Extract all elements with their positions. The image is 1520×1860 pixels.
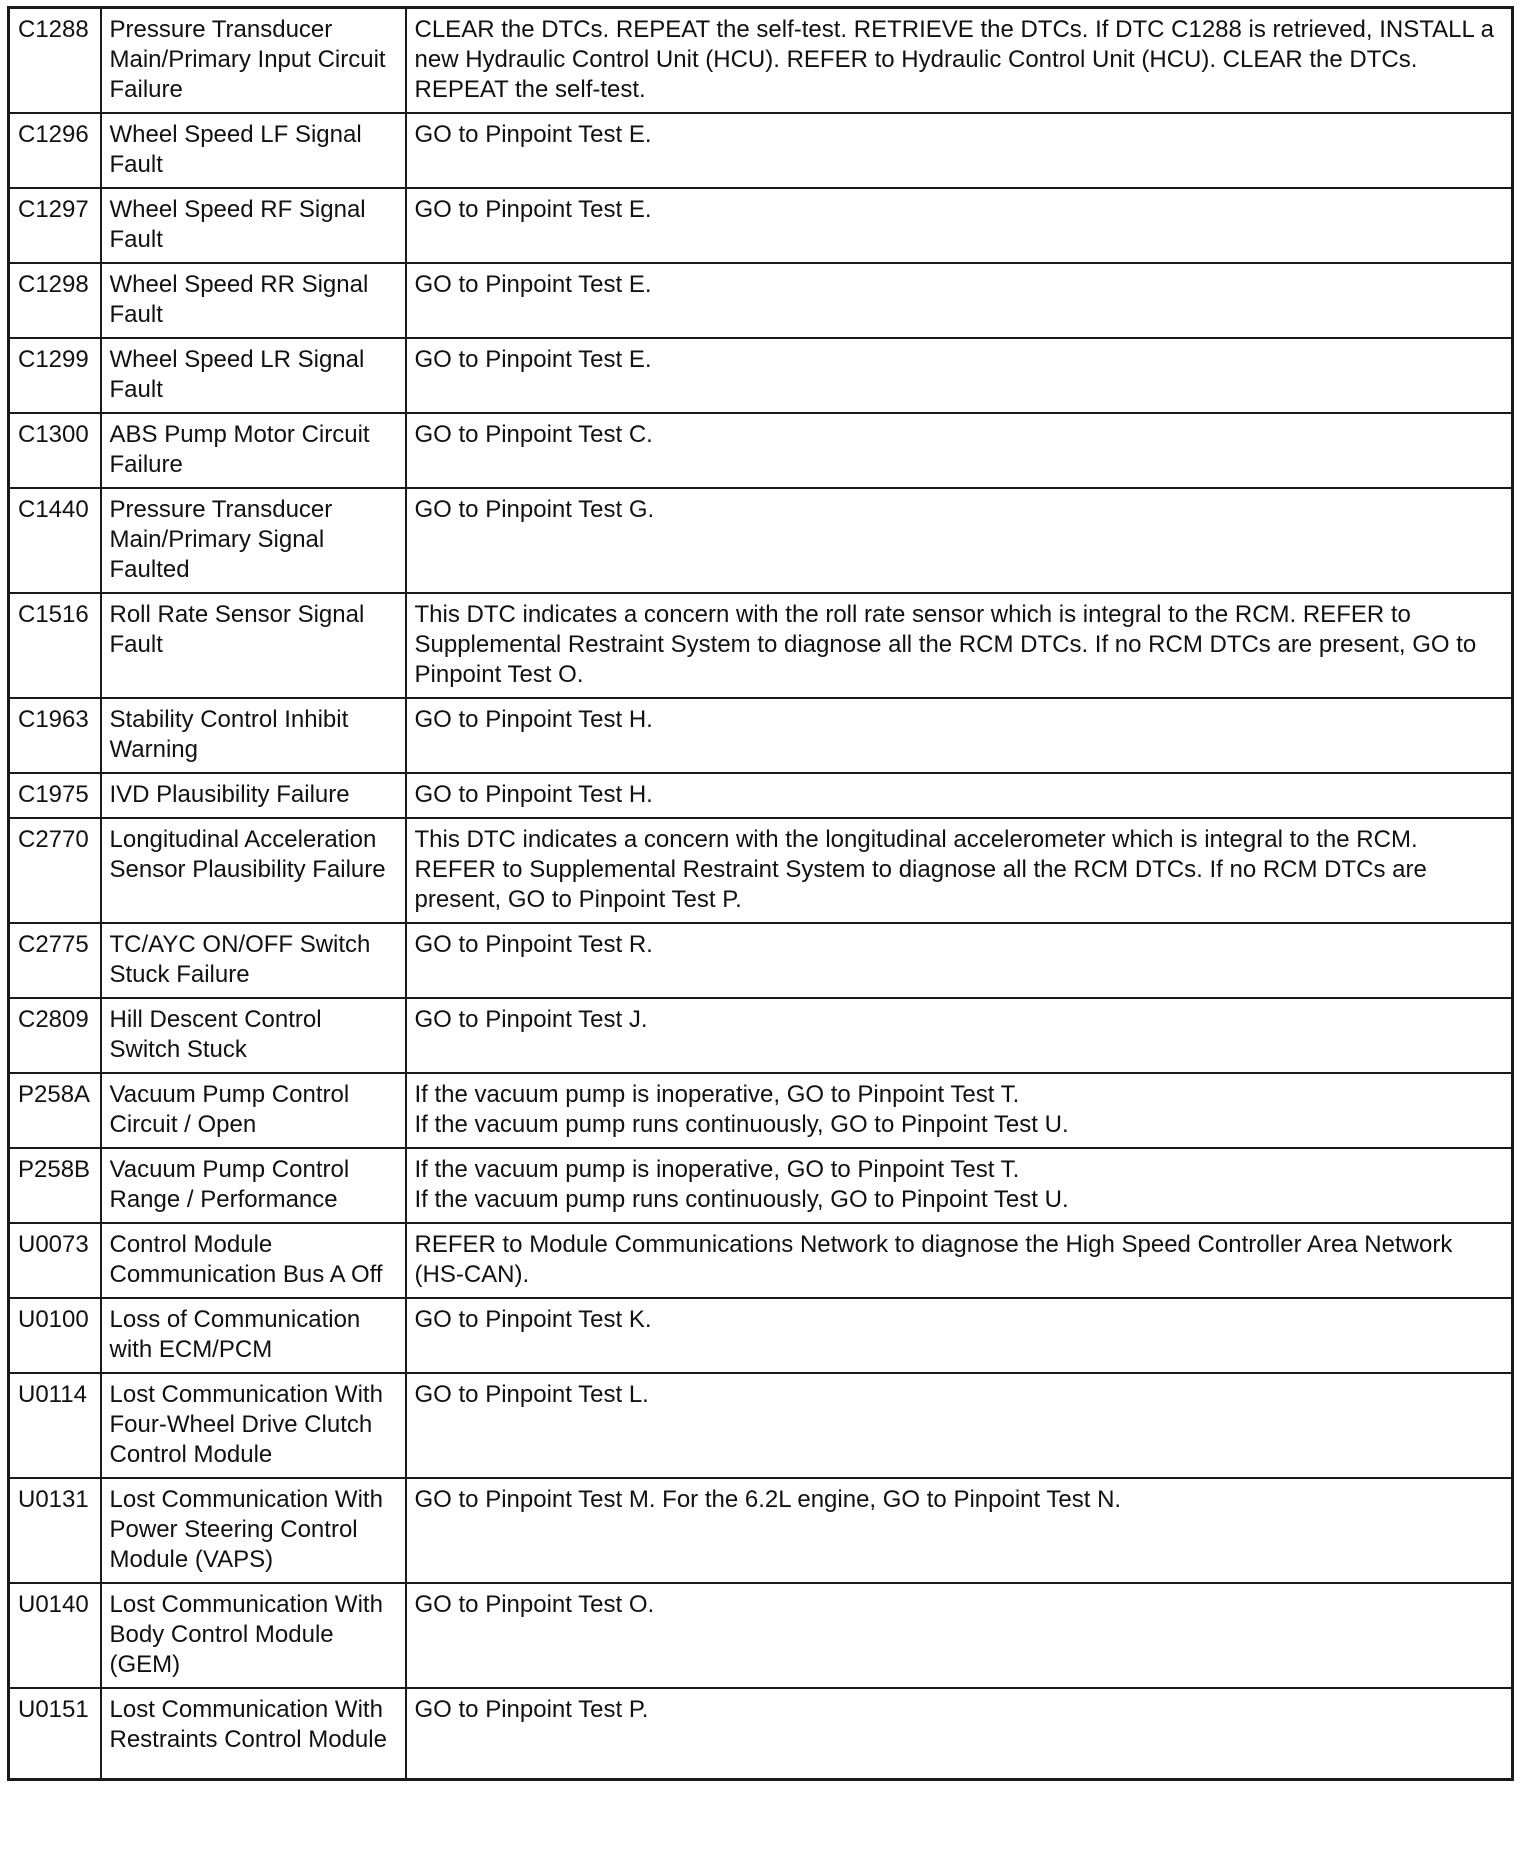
dtc-code-cell: P258B: [9, 1148, 101, 1223]
dtc-action-cell: This DTC indicates a concern with the longitudinal accelerometer which is integral to the RCM. REFER to Supplemental Restraint System to diagnose all the RCM DTCs. If no RCM DTCs are present, GO to Pinpoint Test P.: [406, 818, 1513, 923]
dtc-action-cell: GO to Pinpoint Test J.: [406, 998, 1513, 1073]
dtc-action-cell: GO to Pinpoint Test K.: [406, 1298, 1513, 1373]
dtc-description-cell: Pressure Transducer Main/Primary Signal Faulted: [101, 488, 406, 593]
table-row: [9, 1688, 1513, 1779]
dtc-action-cell: If the vacuum pump is inoperative, GO to Pinpoint Test T. If the vacuum pump runs continuously, GO to Pinpoint Test U.: [406, 1148, 1513, 1223]
table-row: [9, 263, 1513, 338]
dtc-description-cell: Wheel Speed LF Signal Fault: [101, 113, 406, 188]
table-row: [9, 113, 1513, 188]
dtc-code-cell: C1299: [9, 338, 101, 413]
dtc-description-cell: Wheel Speed RR Signal Fault: [101, 263, 406, 338]
dtc-description-cell: Roll Rate Sensor Signal Fault: [101, 593, 406, 698]
table-row: [9, 593, 1513, 698]
dtc-description-cell: IVD Plausibility Failure: [101, 773, 406, 818]
dtc-action-cell: GO to Pinpoint Test E.: [406, 113, 1513, 188]
dtc-action-cell: GO to Pinpoint Test C.: [406, 413, 1513, 488]
dtc-action-cell: If the vacuum pump is inoperative, GO to Pinpoint Test T. If the vacuum pump runs continuously, GO to Pinpoint Test U.: [406, 1073, 1513, 1148]
dtc-description-cell: Hill Descent Control Switch Stuck: [101, 998, 406, 1073]
table-row: [9, 8, 1513, 114]
dtc-table-body: [9, 8, 1513, 1780]
dtc-action-cell: GO to Pinpoint Test E.: [406, 188, 1513, 263]
dtc-description-cell: Lost Communication With Body Control Module (GEM): [101, 1583, 406, 1688]
dtc-code-cell: U0073: [9, 1223, 101, 1298]
dtc-description-cell: Loss of Communication with ECM/PCM: [101, 1298, 406, 1373]
dtc-code-cell: C1516: [9, 593, 101, 698]
dtc-code-cell: U0140: [9, 1583, 101, 1688]
table-row: [9, 1148, 1513, 1223]
dtc-code-cell: C1298: [9, 263, 101, 338]
dtc-action-cell: REFER to Module Communications Network to diagnose the High Speed Controller Area Network (HS-CAN).: [406, 1223, 1513, 1298]
dtc-description-cell: Control Module Communication Bus A Off: [101, 1223, 406, 1298]
dtc-action-cell: GO to Pinpoint Test H.: [406, 698, 1513, 773]
dtc-code-cell: C1300: [9, 413, 101, 488]
dtc-action-cell: GO to Pinpoint Test E.: [406, 263, 1513, 338]
dtc-code-cell: U0151: [9, 1688, 101, 1779]
dtc-action-cell: GO to Pinpoint Test R.: [406, 923, 1513, 998]
dtc-code-cell: C1440: [9, 488, 101, 593]
dtc-code-cell: U0114: [9, 1373, 101, 1478]
dtc-description-cell: Pressure Transducer Main/Primary Input Circuit Failure: [101, 8, 406, 114]
table-row: [9, 773, 1513, 818]
table-row: [9, 818, 1513, 923]
dtc-action-cell: GO to Pinpoint Test H.: [406, 773, 1513, 818]
dtc-description-cell: Wheel Speed LR Signal Fault: [101, 338, 406, 413]
dtc-code-cell: C2770: [9, 818, 101, 923]
dtc-description-cell: Stability Control Inhibit Warning: [101, 698, 406, 773]
table-row: [9, 1298, 1513, 1373]
dtc-code-cell: C1297: [9, 188, 101, 263]
table-row: [9, 1478, 1513, 1583]
table-row: [9, 413, 1513, 488]
dtc-code-cell: U0131: [9, 1478, 101, 1583]
dtc-action-cell: This DTC indicates a concern with the roll rate sensor which is integral to the RCM. REFER to Supplemental Restraint System to diagnose all the RCM DTCs. If no RCM DTCs are present, GO to Pinpoint Test O.: [406, 593, 1513, 698]
table-row: [9, 488, 1513, 593]
table-row: [9, 1073, 1513, 1148]
dtc-action-cell: GO to Pinpoint Test M. For the 6.2L engine, GO to Pinpoint Test N.: [406, 1478, 1513, 1583]
dtc-description-cell: Longitudinal Acceleration Sensor Plausibility Failure: [101, 818, 406, 923]
dtc-description-cell: Lost Communication With Restraints Control Module: [101, 1688, 406, 1779]
dtc-code-cell: C2775: [9, 923, 101, 998]
table-row: [9, 1583, 1513, 1688]
dtc-code-cell: C1975: [9, 773, 101, 818]
dtc-description-cell: Vacuum Pump Control Circuit / Open: [101, 1073, 406, 1148]
dtc-code-cell: P258A: [9, 1073, 101, 1148]
dtc-description-cell: Lost Communication With Power Steering Control Module (VAPS): [101, 1478, 406, 1583]
dtc-code-cell: C1288: [9, 8, 101, 114]
table-row: [9, 188, 1513, 263]
dtc-action-cell: GO to Pinpoint Test L.: [406, 1373, 1513, 1478]
dtc-action-cell: GO to Pinpoint Test E.: [406, 338, 1513, 413]
dtc-action-cell: GO to Pinpoint Test P.: [406, 1688, 1513, 1779]
dtc-action-cell: GO to Pinpoint Test G.: [406, 488, 1513, 593]
dtc-code-cell: U0100: [9, 1298, 101, 1373]
dtc-code-cell: C1963: [9, 698, 101, 773]
table-row: [9, 338, 1513, 413]
dtc-description-cell: ABS Pump Motor Circuit Failure: [101, 413, 406, 488]
table-row: [9, 1223, 1513, 1298]
table-row: [9, 698, 1513, 773]
dtc-code-cell: C1296: [9, 113, 101, 188]
dtc-action-cell: CLEAR the DTCs. REPEAT the self-test. RETRIEVE the DTCs. If DTC C1288 is retrieved, INSTALL a new Hydraulic Control Unit (HCU). REFER to Hydraulic Control Unit (HCU). CLEAR the DTCs. REPEAT the self-test.: [406, 8, 1513, 114]
table-row: [9, 998, 1513, 1073]
table-row: [9, 923, 1513, 998]
dtc-description-cell: TC/AYC ON/OFF Switch Stuck Failure: [101, 923, 406, 998]
dtc-description-cell: Wheel Speed RF Signal Fault: [101, 188, 406, 263]
table-row: [9, 1373, 1513, 1478]
dtc-table: [7, 6, 1514, 1781]
dtc-description-cell: Lost Communication With Four-Wheel Drive Clutch Control Module: [101, 1373, 406, 1478]
dtc-action-cell: GO to Pinpoint Test O.: [406, 1583, 1513, 1688]
dtc-description-cell: Vacuum Pump Control Range / Performance: [101, 1148, 406, 1223]
dtc-code-cell: C2809: [9, 998, 101, 1073]
